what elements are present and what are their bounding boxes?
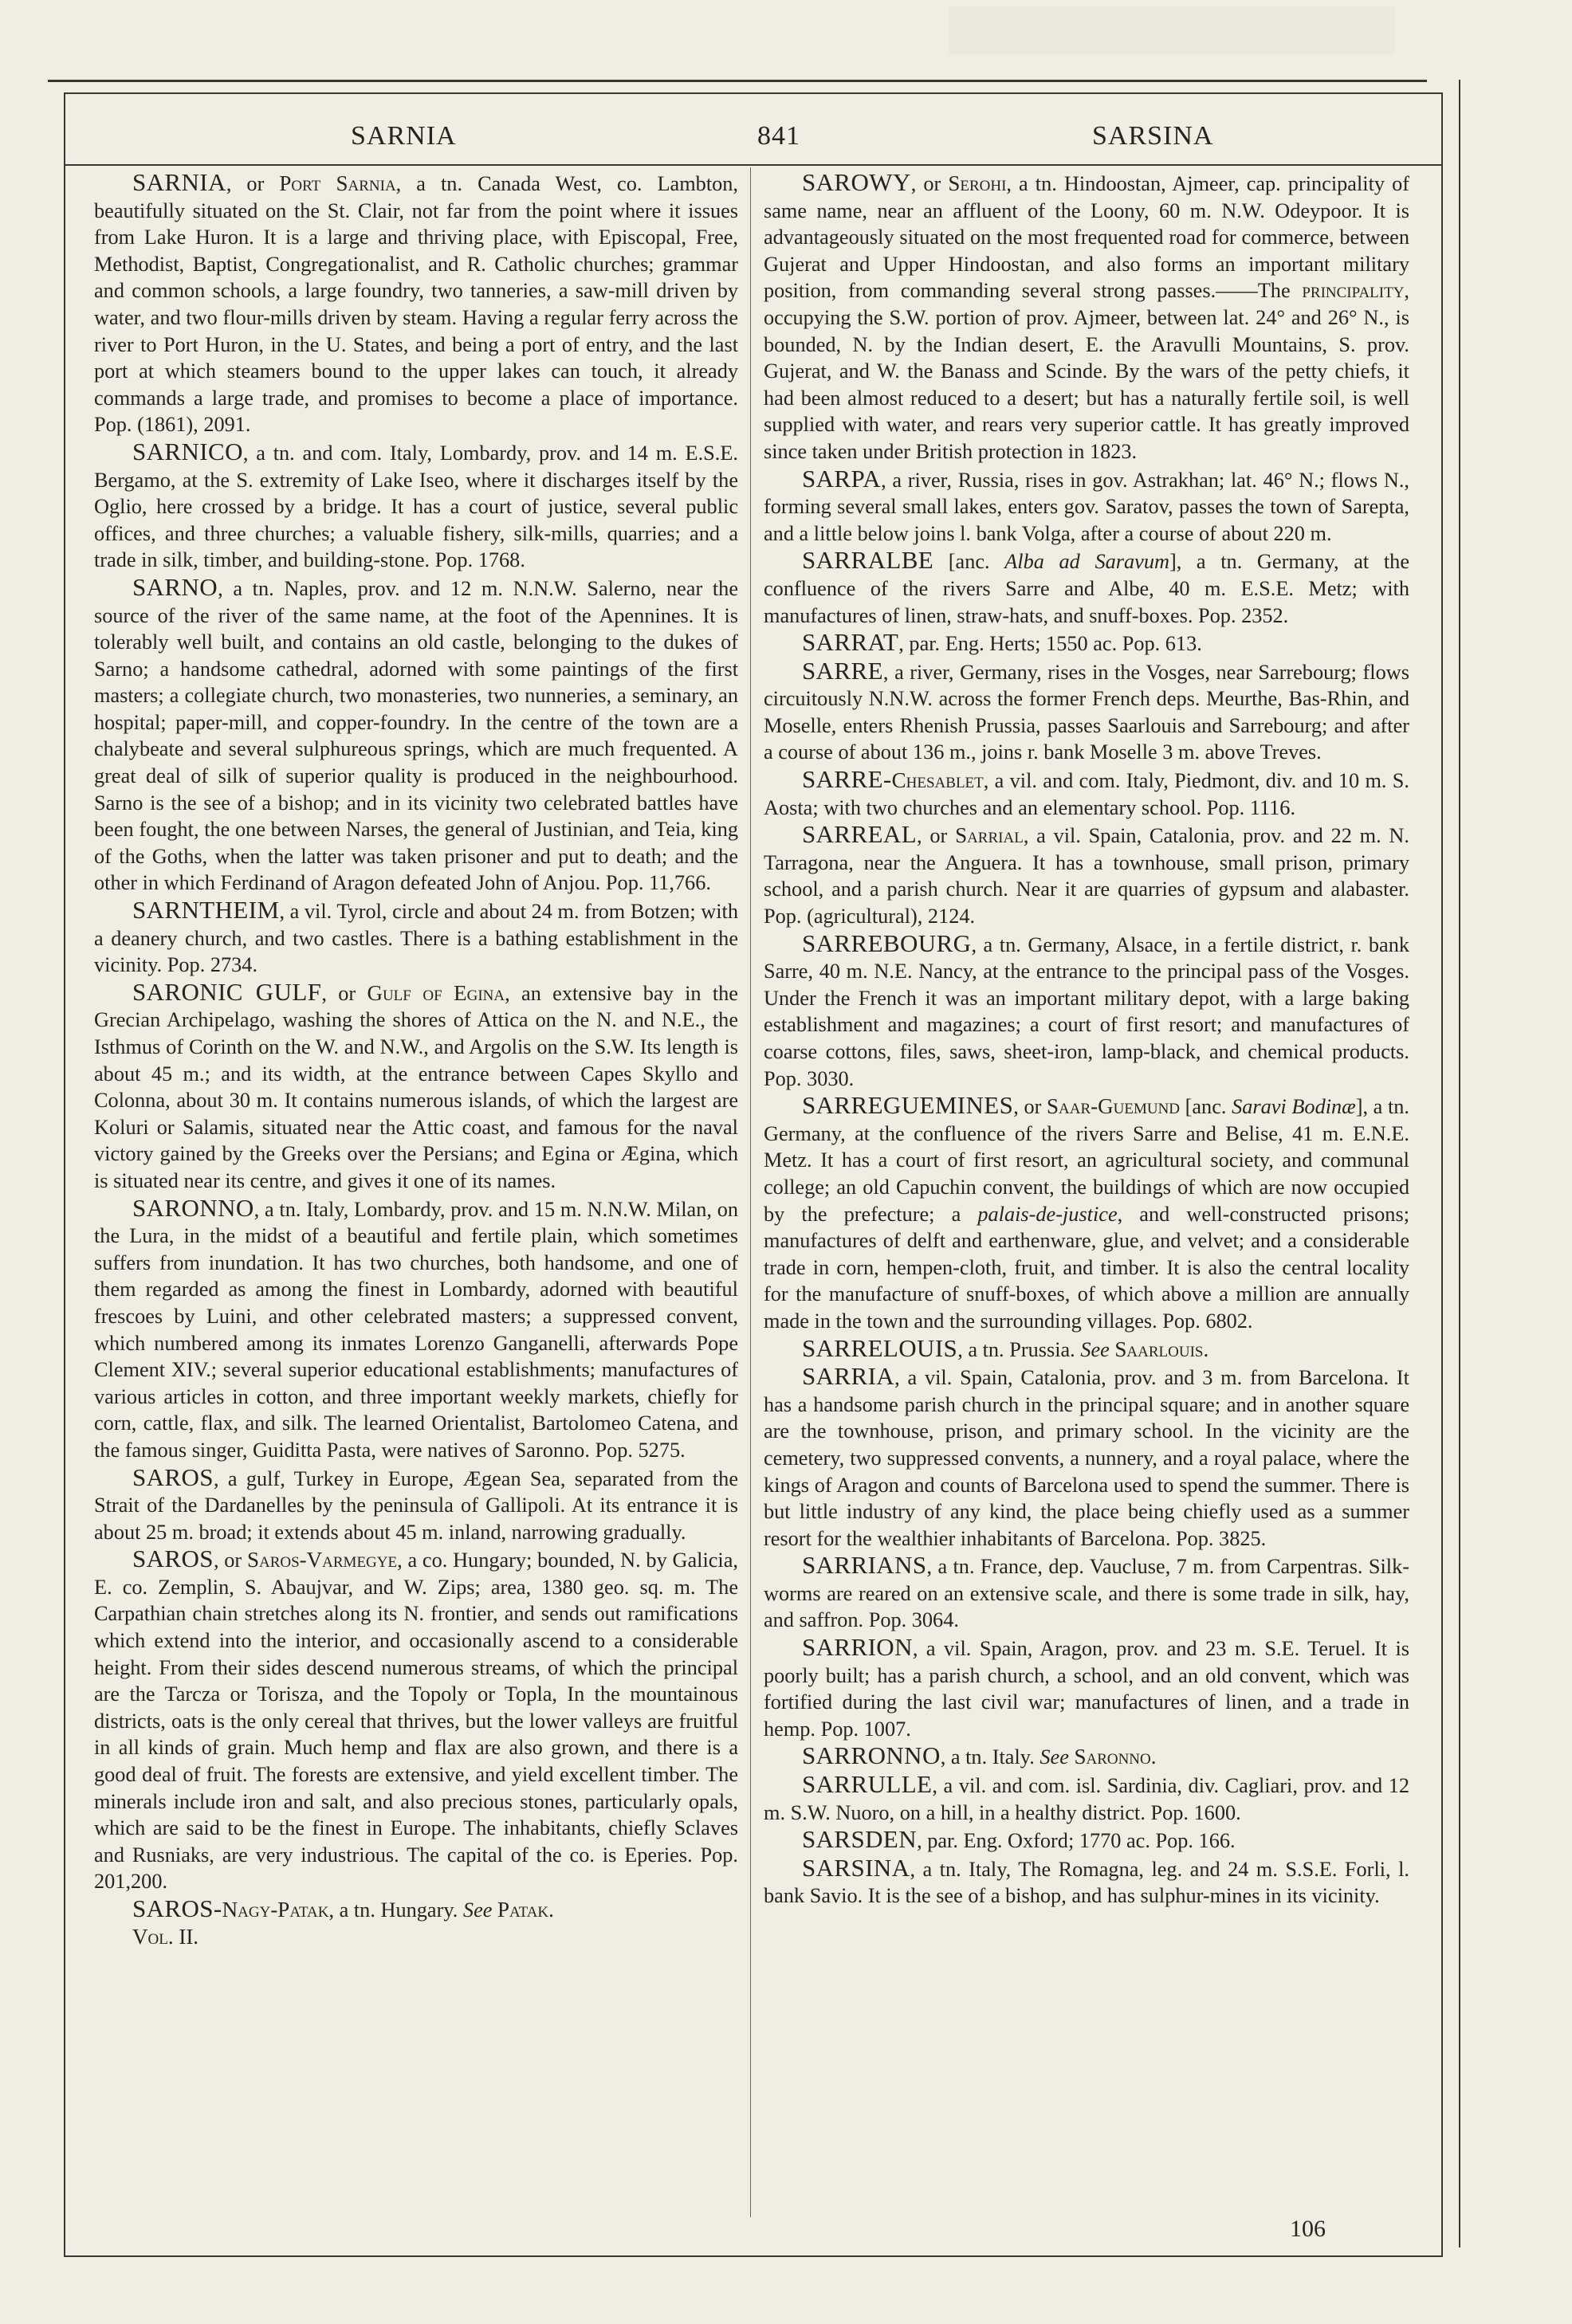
small-caps-text: Chesablet	[891, 768, 984, 793]
small-caps-text: principality	[1302, 278, 1405, 303]
entry-headword: SARONIC GULF	[132, 977, 322, 1006]
entry-text: , par. Eng. Herts; 1550 ac. Pop. 613.	[898, 632, 1202, 656]
entry-headword: SARRE-	[802, 765, 892, 794]
entry-headword: SARNTHEIM	[132, 896, 280, 924]
gazetteer-entry	[764, 1855, 1409, 1910]
entry-text: , a tn. Italy, The Romagna, leg. and 24 m. S.S.E. Forli, l. bank Savio. It is the see of a bishop, and has sulphur-mines in its vicinity.	[764, 1857, 1409, 1908]
italic-text: See	[1080, 1337, 1110, 1361]
entry-text: [anc.	[933, 550, 1005, 574]
frame-top-outer	[48, 80, 1427, 82]
entry-text: , a vil. Tyrol, circle and about 24 m. from Botzen; with a deanery church, and two castles. There is a bathing establishment in the vicinity. Pop. 2734.	[94, 900, 738, 977]
header-left-word: SARNIA	[351, 121, 457, 151]
entry-text: , par. Eng. Oxford; 1770 ac. Pop. 166.	[917, 1829, 1236, 1853]
gazetteer-entry	[764, 1634, 1409, 1742]
small-caps-text: Saros-Varmegye	[246, 1548, 398, 1572]
frame-top-inner	[64, 92, 1443, 94]
italic-text: See	[1039, 1745, 1069, 1769]
entry-headword: SARRONNO	[802, 1741, 941, 1770]
right-column	[764, 169, 1409, 2217]
gazetteer-entry	[94, 1195, 738, 1464]
entry-headword: SARSDEN	[802, 1825, 918, 1854]
italic-text: Saravi Bodinæ	[1232, 1095, 1356, 1119]
entry-headword: SARPA	[802, 464, 882, 493]
gazetteer-entry	[94, 169, 738, 438]
gazetteer-entry	[764, 821, 1409, 929]
gazetteer-entry	[94, 1545, 738, 1895]
entry-text: , a tn. Hindoostan, Ajmeer, cap. principality of same name, near an affluent of the Loony, 60 m. N.W. Odeypoor. It is advantageously situated on the most frequented road for commerce, between Gujerat and Upper Hindoostan, and also forms an important military position, from commanding several strong passes.——The	[764, 172, 1409, 303]
column-divider	[750, 167, 751, 2217]
small-caps-text: Gulf of Egina	[367, 980, 505, 1005]
entry-headword: SARONNO	[132, 1193, 254, 1222]
small-caps-text: Port Sarnia	[279, 171, 396, 195]
entry-text: , or	[1013, 1095, 1047, 1119]
entry-text: , a tn. Italy.	[940, 1745, 1040, 1769]
gazetteer-entry	[764, 1335, 1409, 1364]
gazetteer-entry	[764, 465, 1409, 548]
entry-text: , a tn. Prussia.	[957, 1337, 1081, 1361]
entry-text: ], a tn. Germany, at the confluence of the rivers Sarre and Belise, 41 m. E.N.E. Metz. It has a court of first resort, an agricultural society, and communal college; an old Capuchin convent, the buildings of which are now occupied by the prefecture; a	[764, 1095, 1409, 1226]
italic-text: See	[462, 1898, 493, 1922]
entry-headword: SAROS-	[132, 1894, 222, 1922]
entry-text: , a co. Hungary; bounded, N. by Galicia, E. co. Zemplin, S. Abaujvar, and W. Zips; area, 1380 geo. sq. m. The Carpathian chain stretches along its N. frontier, and sends out ramifications which extend into the interior, and occasionally ascend to a considerable height. From their sides descend numerous streams, of which the principal are the Tarcza or Torisza, and the Topoly or Topla, In the mountainous districts, oats is the only cereal that thrives, but the lower valleys are fruitful in all kinds of grain. Much hemp and flax are also grown, and there is a good deal of fruit. The forests are extensive, and yield excellent timber. The minerals include iron and salt, and also precious stones, particularly opals, which are said to be the finest in Europe. The inhabitants, chiefly Sclaves and Rusniaks, are very industrious. The capital of the co. is Eperies. Pop. 201,200.	[94, 1549, 738, 1894]
entry-headword: SARRULLE	[802, 1770, 933, 1799]
gazetteer-entry	[764, 1363, 1409, 1552]
frame-right-outer	[1459, 80, 1460, 2247]
entry-text: , a river, Russia, rises in gov. Astrakhan; lat. 46° N.; flows N., forming several small lakes, enters gov. Saratov, passes the town of Sarepta, and a little below joins l. bank Volga, after a course of about 220 m.	[764, 468, 1409, 545]
small-caps-text: Saarlouis.	[1114, 1337, 1209, 1361]
gazetteer-entry	[764, 766, 1409, 821]
entry-text: , a vil. Spain, Aragon, prov. and 23 m. S.E. Teruel. It is poorly built; has a parish church, a school, and an old convent, which was fortified during the last civil war; manufactures of linen, and a trade in hemp. Pop. 1007.	[764, 1637, 1409, 1741]
small-caps-text: Patak.	[497, 1898, 554, 1922]
entry-text: , a tn. Hungary.	[328, 1898, 463, 1922]
entry-headword: SARRIANS	[802, 1551, 927, 1580]
entry-headword: SARRIA	[802, 1362, 895, 1391]
entry-headword: SARSINA	[802, 1853, 910, 1882]
small-caps-text: Serohi	[948, 171, 1007, 195]
running-header	[64, 105, 1508, 161]
header-rule	[64, 164, 1443, 166]
header-page-number: 841	[757, 121, 800, 151]
gazetteer-entry	[764, 169, 1409, 465]
entry-text: , or	[321, 981, 367, 1005]
entry-text: , a river, Germany, rises in the Vosges, near Sarrebourg; flows circuitously N.N.W. across the former French deps. Meurthe, Bas-Rhin, and Moselle, enters Rhenish Prussia, passes Saarlouis and Sarrebourg; and after a course of about 136 m., joins r. bank Moselle 3 m. above Treves.	[764, 660, 1409, 764]
gazetteer-entry	[94, 979, 738, 1195]
gazetteer-entry	[764, 1826, 1409, 1855]
small-caps-text: Saar-Guemund	[1047, 1094, 1181, 1119]
gazetteer-entry	[764, 1742, 1409, 1771]
entry-headword: SARRAT	[802, 628, 899, 657]
entry-text: , an extensive bay in the Grecian Archipelago, washing the shores of Attica on the N. and N.E., the Isthmus of Corinth on the W. and N.W., and Argolis on the S.W. Its length is about 45 m.; and its width, at the entrance between Capes Skyllo and Colonna, about 30 m. It contains numerous islands, of which the largest are Koluri or Salamis, situated near the Attic coast, and famous for the naval victory gained by the Greeks over the Persians; and Egina or Ægina, which is situated near its centre, and gives it one of its names.	[94, 981, 738, 1192]
entry-headword: SARREGUEMINES	[802, 1091, 1014, 1120]
gazetteer-entry	[764, 1092, 1409, 1334]
italic-text: Alba ad Saravum	[1004, 550, 1169, 574]
small-caps-text: Saronno.	[1074, 1745, 1157, 1769]
entry-text: , or	[910, 172, 949, 195]
entry-text: , and well-constructed prisons; manufactures of delft and earthenware, glue, and velvet; and a considerable trade in corn, hempen-cloth, fruit, and timber. It is also the central locality for the manufacture of snuff-boxes, of which above a million are annually made in the town and the surrounding villages. Pop. 6802.	[764, 1202, 1409, 1333]
entry-headword: SARNIA	[132, 169, 226, 196]
entry-text: , a tn. and com. Italy, Lombardy, prov. and 14 m. E.S.E. Bergamo, at the S. extremity of Lake Iseo, where it discharges itself by the Oglio, here crossed by a bridge. It has a court of justice, several public offices, and three churches; a valuable fishery, silk-mills, quarries; and a trade in silk, timber, and building-stone. Pop. 1768.	[94, 441, 738, 572]
entry-text: , a tn. France, dep. Vaucluse, 7 m. from Carpentras. Silk-worms are reared on an extensive scale, and there is some trade in silk, hay, and saffron. Pop. 3064.	[764, 1555, 1409, 1632]
italic-text: palais-de-justice	[977, 1202, 1118, 1226]
left-column	[94, 169, 738, 2217]
entry-text: , a tn. Canada West, co. Lambton, beautifully situated on the St. Clair, not far from the point where it issues from Lake Huron. It is a large and thriving place, with Episcopal, Free, Methodist, Baptist, Congregationalist, and R. Catholic churches; grammar and common schools, a large foundry, two tanneries, a saw-mill driven by water, and two flour-mills driven by steam. Having a regular ferry across the river to Port Huron, in the U. States, and being a port of entry, and the last port at which steamers bound to the upper lakes can touch, it already commands a large trade, and promises to become a place of importance. Pop. (1861), 2091.	[94, 172, 738, 437]
entry-text: , or	[213, 1549, 247, 1572]
frame-right	[1441, 92, 1443, 2257]
small-caps-text: Nagy-Patak	[222, 1898, 329, 1922]
gazetteer-entry	[94, 897, 738, 979]
entry-headword: SARNICO	[132, 437, 243, 465]
gazetteer-entry	[764, 1771, 1409, 1826]
entry-text: , a vil. Spain, Catalonia, prov. and 3 m. from Barcelona. It has a handsome parish church in the principal square; and in another square are the townhouse, prison, and primary school. In the vicinity are the cemetery, two suppressed convents, a nunnery, and a royal palace, where the kings of Aragon and counts of Barcelona used to spend the summer. There is but little industry of any kind, the place being chiefly used as a summer resort for the wealthier inhabitants of Barcelona. Pop. 3825.	[764, 1366, 1409, 1550]
entry-headword: SAROWY	[802, 169, 911, 196]
entry-text: [anc.	[1180, 1095, 1232, 1119]
gazetteer-entry	[764, 930, 1409, 1093]
entry-text: , a tn. Naples, prov. and 12 m. N.N.W. Salerno, near the source of the river of the same name, at the foot of the Apennines. It is tolerably well built, and contains an old castle, belonging to the dukes of Sarno; a handsome cathedral, adorned with some paintings of the first masters; a collegiate church, two monasteries, two nunneries, a seminary, an hospital; paper-mill, and copper-foundry. In the centre of the town are a chalybeate and several sulphureous springs, which are much frequented. A great deal of silk of superior quality is produced in the neighbourhood. Sarno is the see of a bishop; and in its vicinity two celebrated battles have been fought, the one between Narses, the general of Justinian, and Teia, king of the Goths, when the latter was taken prisoner and put to death; and the other in which Ferdinand of Aragon defeated John of Anjou. Pop. 11,766.	[94, 576, 738, 895]
entry-headword: SAROS	[132, 1545, 214, 1573]
entry-text: , or	[917, 824, 956, 848]
gazetteer-entry	[764, 629, 1409, 658]
entry-headword: SARNO	[132, 572, 218, 601]
entry-text: , a gulf, Turkey in Europe, Ægean Sea, separated from the Strait of the Dardanelles by the peninsula of Gallipoli. At its entrance it is about 25 m. broad; it extends about 45 m. inland, narrowing gradually.	[94, 1466, 738, 1544]
frame-left	[64, 92, 65, 2257]
entry-text: , a vil. and com. Italy, Piedmont, div. and 10 m. S. Aosta; with two churches and an elementary school. Pop. 1116.	[764, 769, 1409, 819]
frame-bottom	[64, 2255, 1443, 2257]
small-caps-text: Sarrial	[955, 823, 1024, 848]
entry-headword: SARRALBE	[802, 546, 934, 575]
entry-text: , a tn. Italy, Lombardy, prov. and 15 m. N.N.W. Milan, on the Lura, in the midst of a beautiful and fertile plain, which sometimes suffers from inundation. It has two churches, both handsome, and one of them regarded as among the finest in Lombardy, adorned with beautiful frescoes by Luini, and other celebrated masters; a suppressed convent, which numbered among its inmates Lorenzo Ganganelli, afterwards Pope Clement XIV.; several superior educational establishments; manufactures of various articles in cotton, and three important weekly markets, chiefly for corn, cattle, flax, and silk. The learned Orientalist, Bartolomeo Catena, and the famous singer, Guiditta Pasta, were natives of Saronno. Pop. 5275.	[94, 1197, 738, 1462]
entry-text: , occupying the S.W. portion of prov. Ajmeer, between lat. 24° and 26° N., is bounded, N. by the Indian desert, E. the Aravulli Mountains, S. prov. Gujerat, and W. the Banass and Scinde. By the wars of the petty chiefs, it had been almost reduced to a desert; but has a naturally fertile soil, is well supplied with water, and rears very superior cattle. It has greatly improved since taken under British protection in 1823.	[764, 279, 1409, 463]
volume-mark: Vol. II.	[132, 1924, 199, 1949]
entry-headword: SARREAL	[802, 820, 918, 849]
entry-text: , a tn. Germany, Alsace, in a fertile district, r. bank Sarre, 40 m. N.E. Nancy, at the entrance to the principal pass of the Vosges. Under the French it was an important military depot, with a large baking establishment and magazines; a court of first resort; and manufactures of coarse cottons, files, saws, sheet-iron, lamp-black, and chemical products. Pop. 3030.	[764, 932, 1409, 1090]
gazetteer-entry	[764, 658, 1409, 766]
entry-text: ], a tn. Germany, at the confluence of the rivers Sarre and Albe, 40 m. E.S.E. Metz; with manufactures of linen, straw-hats, and snuff-boxes. Pop. 2352.	[764, 550, 1409, 627]
entry-headword: SARRION	[802, 1633, 913, 1662]
entry-headword: SARRELOUIS	[802, 1333, 958, 1362]
gazetteer-entry	[94, 1895, 738, 1924]
entry-text: , or	[226, 172, 280, 195]
header-right-word: SARSINA	[1092, 121, 1214, 151]
entry-headword: SAROS	[132, 1462, 214, 1491]
gazetteer-entry	[764, 547, 1409, 629]
gazetteer-entry	[94, 574, 738, 897]
gazetteer-entry	[94, 438, 738, 574]
entry-text: , a vil. and com. isl. Sardinia, div. Cagliari, prov. and 12 m. S.W. Nuoro, on a hill, in a healthy district. Pop. 1600.	[764, 1774, 1409, 1824]
gazetteer-entry	[764, 1552, 1409, 1634]
entry-text: , a vil. Spain, Catalonia, prov. and 22 m. N. Tarragona, near the Anguera. It has a townhouse, small prison, primary school, and a parish church. Near it are quarries of gypsum and alabaster. Pop. (agricultural), 2124.	[764, 824, 1409, 928]
scan-stain	[949, 6, 1395, 54]
entry-text	[492, 1898, 497, 1922]
folio-signature: 106	[1290, 2216, 1326, 2242]
gazetteer-entry	[94, 1464, 738, 1546]
entry-headword: SARRE	[802, 656, 883, 685]
entry-headword: SARREBOURG	[802, 928, 972, 957]
